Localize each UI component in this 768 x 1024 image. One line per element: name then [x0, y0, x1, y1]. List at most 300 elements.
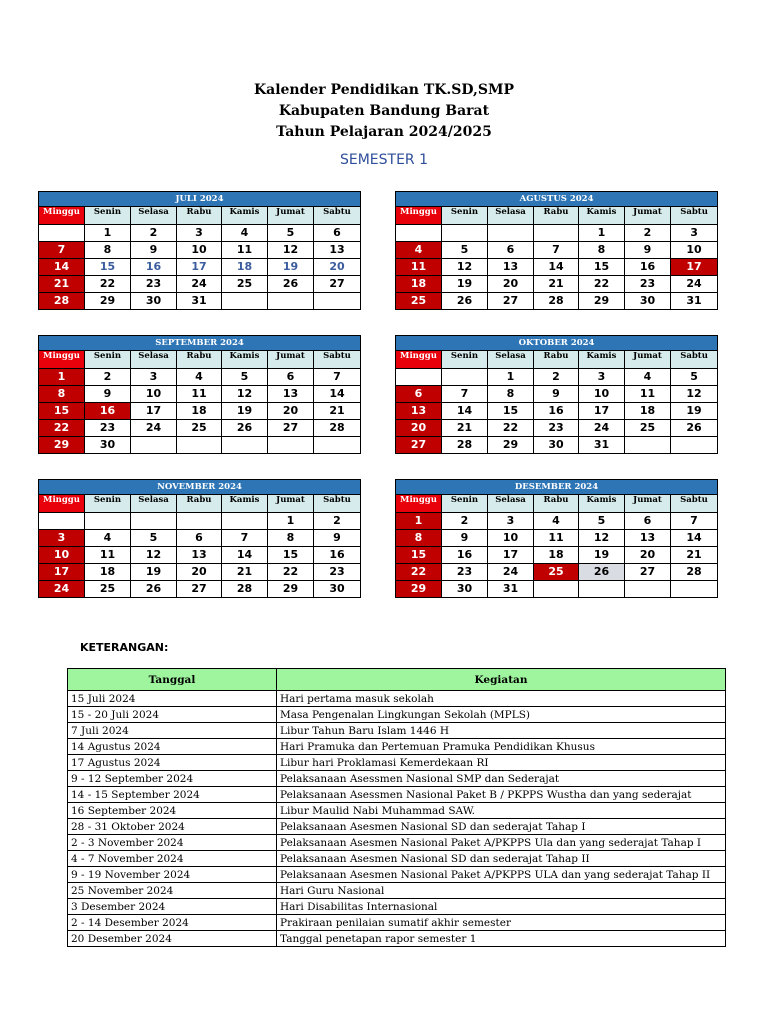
- day-cell: 22: [39, 420, 85, 437]
- day-cell: 11: [396, 259, 442, 276]
- day-cell: 3: [131, 369, 177, 386]
- day-cell: 31: [488, 581, 534, 598]
- keterangan-activity: Hari Disabilitas Internasional: [277, 899, 726, 915]
- day-cell: 23: [314, 564, 361, 581]
- week-row: [39, 420, 361, 437]
- week-row: [39, 242, 361, 259]
- day-header-kamis: Kamis: [579, 495, 625, 513]
- day-cell: 26: [579, 564, 625, 581]
- month-title: NOVEMBER 2024: [39, 480, 361, 495]
- col-header-kegiatan: Kegiatan: [277, 669, 726, 691]
- day-cell: 5: [268, 225, 314, 242]
- day-cell: 19: [222, 403, 268, 420]
- day-header-jumat: Jumat: [625, 351, 671, 369]
- day-cell: 23: [625, 276, 671, 293]
- day-header-sabtu: Sabtu: [671, 351, 718, 369]
- month-title: AGUSTUS 2024: [396, 192, 718, 207]
- day-cell: 25: [625, 420, 671, 437]
- day-header-senin: Senin: [442, 207, 488, 225]
- day-cell: 22: [579, 276, 625, 293]
- empty-day-cell: [579, 581, 625, 598]
- day-cell: 20: [625, 547, 671, 564]
- day-cell: 14: [671, 530, 718, 547]
- day-cell: 9: [85, 386, 131, 403]
- day-cell: 9: [625, 242, 671, 259]
- calendar-november-2024: [38, 479, 361, 598]
- day-cell: 13: [314, 242, 361, 259]
- day-cell: 25: [222, 276, 268, 293]
- day-header-senin: Senin: [85, 351, 131, 369]
- day-cell: 26: [131, 581, 177, 598]
- day-cell: 12: [222, 386, 268, 403]
- day-header-minggu: Minggu: [396, 495, 442, 513]
- day-cell: 25: [85, 581, 131, 598]
- day-header-selasa: Selasa: [488, 351, 534, 369]
- day-cell: 17: [131, 403, 177, 420]
- day-cell: 4: [625, 369, 671, 386]
- week-row: [396, 259, 718, 276]
- day-header-senin: Senin: [85, 495, 131, 513]
- day-cell: 30: [442, 581, 488, 598]
- day-cell: 15: [39, 403, 85, 420]
- day-header-selasa: Selasa: [488, 207, 534, 225]
- day-header-rabu: Rabu: [534, 495, 579, 513]
- day-cell: 29: [268, 581, 314, 598]
- day-cell: 2: [442, 513, 488, 530]
- day-cell: 2: [314, 513, 361, 530]
- keterangan-date: 14 - 15 September 2024: [68, 787, 277, 803]
- keterangan-activity: Pelaksanaan Asessmen Nasional SMP dan Sederajat: [277, 771, 726, 787]
- day-cell: 31: [177, 293, 222, 310]
- keterangan-activity: Pelaksanaan Asesmen Nasional SD dan sederajat Tahap I: [277, 819, 726, 835]
- day-cell: 27: [488, 293, 534, 310]
- day-header-jumat: Jumat: [268, 495, 314, 513]
- keterangan-activity: Libur Maulid Nabi Muhammad SAW.: [277, 803, 726, 819]
- day-cell: 10: [131, 386, 177, 403]
- keterangan-row: [68, 931, 726, 947]
- day-cell: 11: [534, 530, 579, 547]
- day-cell: 17: [39, 564, 85, 581]
- day-cell: 10: [671, 242, 718, 259]
- empty-day-cell: [671, 437, 718, 454]
- day-cell: 7: [534, 242, 579, 259]
- empty-day-cell: [396, 369, 442, 386]
- day-cell: 6: [625, 513, 671, 530]
- document-header: [0, 80, 768, 168]
- day-header-rabu: Rabu: [177, 207, 222, 225]
- keterangan-row: [68, 739, 726, 755]
- week-row: [396, 513, 718, 530]
- calendar-juli-2024: [38, 191, 361, 310]
- day-header-sabtu: Sabtu: [314, 351, 361, 369]
- day-header-rabu: Rabu: [177, 495, 222, 513]
- day-cell: 14: [534, 259, 579, 276]
- keterangan-row: [68, 867, 726, 883]
- day-cell: 21: [314, 403, 361, 420]
- day-cell: 20: [268, 403, 314, 420]
- day-cell: 15: [579, 259, 625, 276]
- day-header-minggu: Minggu: [39, 351, 85, 369]
- day-header-kamis: Kamis: [579, 351, 625, 369]
- day-cell: 8: [85, 242, 131, 259]
- day-cell: 17: [177, 259, 222, 276]
- day-cell: 19: [131, 564, 177, 581]
- day-cell: 7: [442, 386, 488, 403]
- month-title: OKTOBER 2024: [396, 336, 718, 351]
- keterangan-activity: Prakiraan penilaian sumatif akhir semester: [277, 915, 726, 931]
- day-cell: 29: [39, 437, 85, 454]
- keterangan-date: 9 - 12 September 2024: [68, 771, 277, 787]
- empty-day-cell: [268, 437, 314, 454]
- week-row: [396, 386, 718, 403]
- empty-day-cell: [625, 581, 671, 598]
- week-row: [39, 581, 361, 598]
- keterangan-row: [68, 819, 726, 835]
- keterangan-activity: Masa Pengenalan Lingkungan Sekolah (MPLS): [277, 707, 726, 723]
- day-cell: 24: [671, 276, 718, 293]
- day-cell: 1: [579, 225, 625, 242]
- week-row: [396, 420, 718, 437]
- day-cell: 24: [39, 581, 85, 598]
- day-cell: 19: [671, 403, 718, 420]
- day-header-kamis: Kamis: [222, 495, 268, 513]
- day-cell: 24: [488, 564, 534, 581]
- week-row: [396, 564, 718, 581]
- day-header-kamis: Kamis: [579, 207, 625, 225]
- day-header-senin: Senin: [442, 495, 488, 513]
- day-cell: 26: [671, 420, 718, 437]
- day-cell: 10: [488, 530, 534, 547]
- day-cell: 8: [488, 386, 534, 403]
- day-cell: 1: [85, 225, 131, 242]
- empty-day-cell: [39, 225, 85, 242]
- day-cell: 26: [442, 293, 488, 310]
- day-header-minggu: Minggu: [396, 207, 442, 225]
- keterangan-activity: Pelaksanaan Asesmen Nasional Paket A/PKPPS Ula dan yang sederajat Tahap I: [277, 835, 726, 851]
- day-cell: 6: [396, 386, 442, 403]
- day-header-senin: Senin: [442, 351, 488, 369]
- day-header-rabu: Rabu: [177, 351, 222, 369]
- day-cell: 5: [222, 369, 268, 386]
- day-cell: 6: [268, 369, 314, 386]
- day-header-sabtu: Sabtu: [314, 207, 361, 225]
- keterangan-row: [68, 835, 726, 851]
- day-cell: 12: [442, 259, 488, 276]
- day-cell: 7: [222, 530, 268, 547]
- day-header-kamis: Kamis: [222, 351, 268, 369]
- day-cell: 4: [534, 513, 579, 530]
- keterangan-activity: Libur hari Proklamasi Kemerdekaan RI: [277, 755, 726, 771]
- empty-day-cell: [177, 437, 222, 454]
- keterangan-date: 25 November 2024: [68, 883, 277, 899]
- keterangan-activity: Tanggal penetapan rapor semester 1: [277, 931, 726, 947]
- day-cell: 25: [534, 564, 579, 581]
- day-cell: 1: [268, 513, 314, 530]
- day-cell: 8: [579, 242, 625, 259]
- day-cell: 7: [671, 513, 718, 530]
- day-cell: 4: [396, 242, 442, 259]
- day-header-jumat: Jumat: [268, 207, 314, 225]
- week-row: [396, 225, 718, 242]
- day-cell: 16: [625, 259, 671, 276]
- day-cell: 21: [39, 276, 85, 293]
- day-cell: 14: [314, 386, 361, 403]
- day-cell: 18: [85, 564, 131, 581]
- keterangan-date: 14 Agustus 2024: [68, 739, 277, 755]
- keterangan-activity: Hari Pramuka dan Pertemuan Pramuka Pendidikan Khusus: [277, 739, 726, 755]
- keterangan-row: [68, 915, 726, 931]
- day-cell: 17: [488, 547, 534, 564]
- empty-day-cell: [268, 293, 314, 310]
- day-cell: 14: [222, 547, 268, 564]
- keterangan-row: [68, 723, 726, 739]
- day-cell: 10: [39, 547, 85, 564]
- week-row: [396, 530, 718, 547]
- day-cell: 16: [442, 547, 488, 564]
- week-row: [396, 242, 718, 259]
- day-cell: 10: [177, 242, 222, 259]
- week-row: [39, 547, 361, 564]
- day-cell: 13: [488, 259, 534, 276]
- day-cell: 8: [396, 530, 442, 547]
- week-row: [39, 293, 361, 310]
- day-cell: 18: [396, 276, 442, 293]
- day-header-selasa: Selasa: [488, 495, 534, 513]
- day-header-jumat: Jumat: [268, 351, 314, 369]
- day-cell: 28: [442, 437, 488, 454]
- empty-day-cell: [534, 225, 579, 242]
- week-row: [39, 437, 361, 454]
- day-header-selasa: Selasa: [131, 207, 177, 225]
- keterangan-date: 7 Juli 2024: [68, 723, 277, 739]
- day-cell: 23: [131, 276, 177, 293]
- day-cell: 6: [314, 225, 361, 242]
- day-cell: 3: [671, 225, 718, 242]
- empty-day-cell: [222, 293, 268, 310]
- day-cell: 18: [222, 259, 268, 276]
- day-cell: 27: [396, 437, 442, 454]
- week-row: [396, 437, 718, 454]
- month-title: JULI 2024: [39, 192, 361, 207]
- day-cell: 27: [314, 276, 361, 293]
- day-cell: 20: [177, 564, 222, 581]
- day-cell: 28: [314, 420, 361, 437]
- day-cell: 11: [85, 547, 131, 564]
- day-cell: 19: [579, 547, 625, 564]
- keterangan-date: 16 September 2024: [68, 803, 277, 819]
- day-cell: 22: [85, 276, 131, 293]
- day-cell: 22: [268, 564, 314, 581]
- day-cell: 5: [671, 369, 718, 386]
- keterangan-row: [68, 803, 726, 819]
- keterangan-row: [68, 691, 726, 707]
- keterangan-row: [68, 771, 726, 787]
- empty-day-cell: [534, 581, 579, 598]
- day-cell: 16: [85, 403, 131, 420]
- day-cell: 16: [131, 259, 177, 276]
- day-cell: 9: [442, 530, 488, 547]
- empty-day-cell: [625, 437, 671, 454]
- keterangan-row: [68, 707, 726, 723]
- calendar-desember-2024: [395, 479, 718, 598]
- day-cell: 9: [131, 242, 177, 259]
- day-cell: 8: [39, 386, 85, 403]
- day-cell: 29: [579, 293, 625, 310]
- week-row: [39, 369, 361, 386]
- keterangan-date: 17 Agustus 2024: [68, 755, 277, 771]
- day-header-selasa: Selasa: [131, 495, 177, 513]
- day-cell: 17: [579, 403, 625, 420]
- title-line-3: Tahun Pelajaran 2024/2025: [276, 124, 492, 140]
- day-cell: 4: [177, 369, 222, 386]
- day-cell: 13: [625, 530, 671, 547]
- day-cell: 1: [488, 369, 534, 386]
- day-cell: 12: [268, 242, 314, 259]
- day-cell: 12: [671, 386, 718, 403]
- keterangan-row: [68, 787, 726, 803]
- day-cell: 14: [39, 259, 85, 276]
- day-cell: 11: [625, 386, 671, 403]
- day-cell: 23: [442, 564, 488, 581]
- keterangan-row: [68, 883, 726, 899]
- day-cell: 12: [579, 530, 625, 547]
- day-cell: 31: [579, 437, 625, 454]
- week-row: [39, 403, 361, 420]
- day-header-sabtu: Sabtu: [314, 495, 361, 513]
- empty-day-cell: [85, 513, 131, 530]
- week-row: [396, 403, 718, 420]
- empty-day-cell: [131, 437, 177, 454]
- day-cell: 29: [85, 293, 131, 310]
- keterangan-date: 2 - 3 November 2024: [68, 835, 277, 851]
- week-row: [39, 225, 361, 242]
- day-cell: 19: [268, 259, 314, 276]
- day-cell: 18: [625, 403, 671, 420]
- day-cell: 28: [671, 564, 718, 581]
- day-cell: 8: [268, 530, 314, 547]
- day-cell: 30: [85, 437, 131, 454]
- day-cell: 27: [268, 420, 314, 437]
- day-cell: 29: [396, 581, 442, 598]
- col-header-tanggal: Tanggal: [68, 669, 277, 691]
- week-row: [396, 581, 718, 598]
- day-cell: 25: [396, 293, 442, 310]
- day-cell: 30: [314, 581, 361, 598]
- day-cell: 26: [222, 420, 268, 437]
- day-cell: 10: [579, 386, 625, 403]
- empty-day-cell: [314, 437, 361, 454]
- keterangan-activity: Libur Tahun Baru Islam 1446 H: [277, 723, 726, 739]
- day-cell: 18: [534, 547, 579, 564]
- day-cell: 16: [534, 403, 579, 420]
- day-cell: 5: [579, 513, 625, 530]
- week-row: [396, 547, 718, 564]
- month-title: DESEMBER 2024: [396, 480, 718, 495]
- empty-day-cell: [314, 293, 361, 310]
- day-cell: 14: [442, 403, 488, 420]
- day-cell: 25: [177, 420, 222, 437]
- day-header-rabu: Rabu: [534, 207, 579, 225]
- day-cell: 5: [131, 530, 177, 547]
- empty-day-cell: [131, 513, 177, 530]
- day-cell: 30: [625, 293, 671, 310]
- day-cell: 21: [534, 276, 579, 293]
- day-header-senin: Senin: [85, 207, 131, 225]
- semester-label: SEMESTER 1: [339, 152, 429, 168]
- day-cell: 16: [314, 547, 361, 564]
- week-row: [39, 513, 361, 530]
- day-cell: 9: [534, 386, 579, 403]
- day-header-rabu: Rabu: [534, 351, 579, 369]
- day-cell: 1: [396, 513, 442, 530]
- day-cell: 23: [85, 420, 131, 437]
- keterangan-row: [68, 851, 726, 867]
- day-cell: 6: [488, 242, 534, 259]
- keterangan-activity: Pelaksanaan Asesmen Nasional SD dan sederajat Tahap II: [277, 851, 726, 867]
- week-row: [396, 293, 718, 310]
- day-cell: 7: [314, 369, 361, 386]
- day-header-kamis: Kamis: [222, 207, 268, 225]
- calendar-oktober-2024: [395, 335, 718, 454]
- day-cell: 26: [268, 276, 314, 293]
- day-header-sabtu: Sabtu: [671, 207, 718, 225]
- day-cell: 2: [534, 369, 579, 386]
- day-cell: 3: [579, 369, 625, 386]
- day-header-minggu: Minggu: [39, 495, 85, 513]
- day-cell: 4: [222, 225, 268, 242]
- day-header-sabtu: Sabtu: [671, 495, 718, 513]
- keterangan-row: [68, 755, 726, 771]
- day-cell: 22: [488, 420, 534, 437]
- day-header-jumat: Jumat: [625, 207, 671, 225]
- day-cell: 27: [625, 564, 671, 581]
- day-cell: 13: [177, 547, 222, 564]
- empty-day-cell: [39, 513, 85, 530]
- empty-day-cell: [396, 225, 442, 242]
- keterangan-label: KETERANGAN:: [80, 641, 169, 654]
- day-cell: 27: [177, 581, 222, 598]
- empty-day-cell: [442, 369, 488, 386]
- keterangan-date: 15 Juli 2024: [68, 691, 277, 707]
- day-cell: 24: [579, 420, 625, 437]
- empty-day-cell: [222, 513, 268, 530]
- keterangan-date: 4 - 7 November 2024: [68, 851, 277, 867]
- empty-day-cell: [671, 581, 718, 598]
- day-cell: 11: [222, 242, 268, 259]
- day-cell: 20: [314, 259, 361, 276]
- day-cell: 3: [177, 225, 222, 242]
- keterangan-activity: Hari Guru Nasional: [277, 883, 726, 899]
- keterangan-activity: Hari pertama masuk sekolah: [277, 691, 726, 707]
- keterangan-date: 15 - 20 Juli 2024: [68, 707, 277, 723]
- day-cell: 19: [442, 276, 488, 293]
- day-cell: 4: [85, 530, 131, 547]
- title-line-1: Kalender Pendidikan TK.SD,SMP: [253, 82, 515, 98]
- day-cell: 28: [39, 293, 85, 310]
- day-cell: 20: [396, 420, 442, 437]
- day-cell: 3: [488, 513, 534, 530]
- day-cell: 30: [131, 293, 177, 310]
- empty-day-cell: [177, 513, 222, 530]
- day-cell: 7: [39, 242, 85, 259]
- keterangan-date: 9 - 19 November 2024: [68, 867, 277, 883]
- day-cell: 30: [534, 437, 579, 454]
- day-header-selasa: Selasa: [131, 351, 177, 369]
- day-cell: 15: [488, 403, 534, 420]
- empty-day-cell: [488, 225, 534, 242]
- week-row: [39, 276, 361, 293]
- day-cell: 2: [625, 225, 671, 242]
